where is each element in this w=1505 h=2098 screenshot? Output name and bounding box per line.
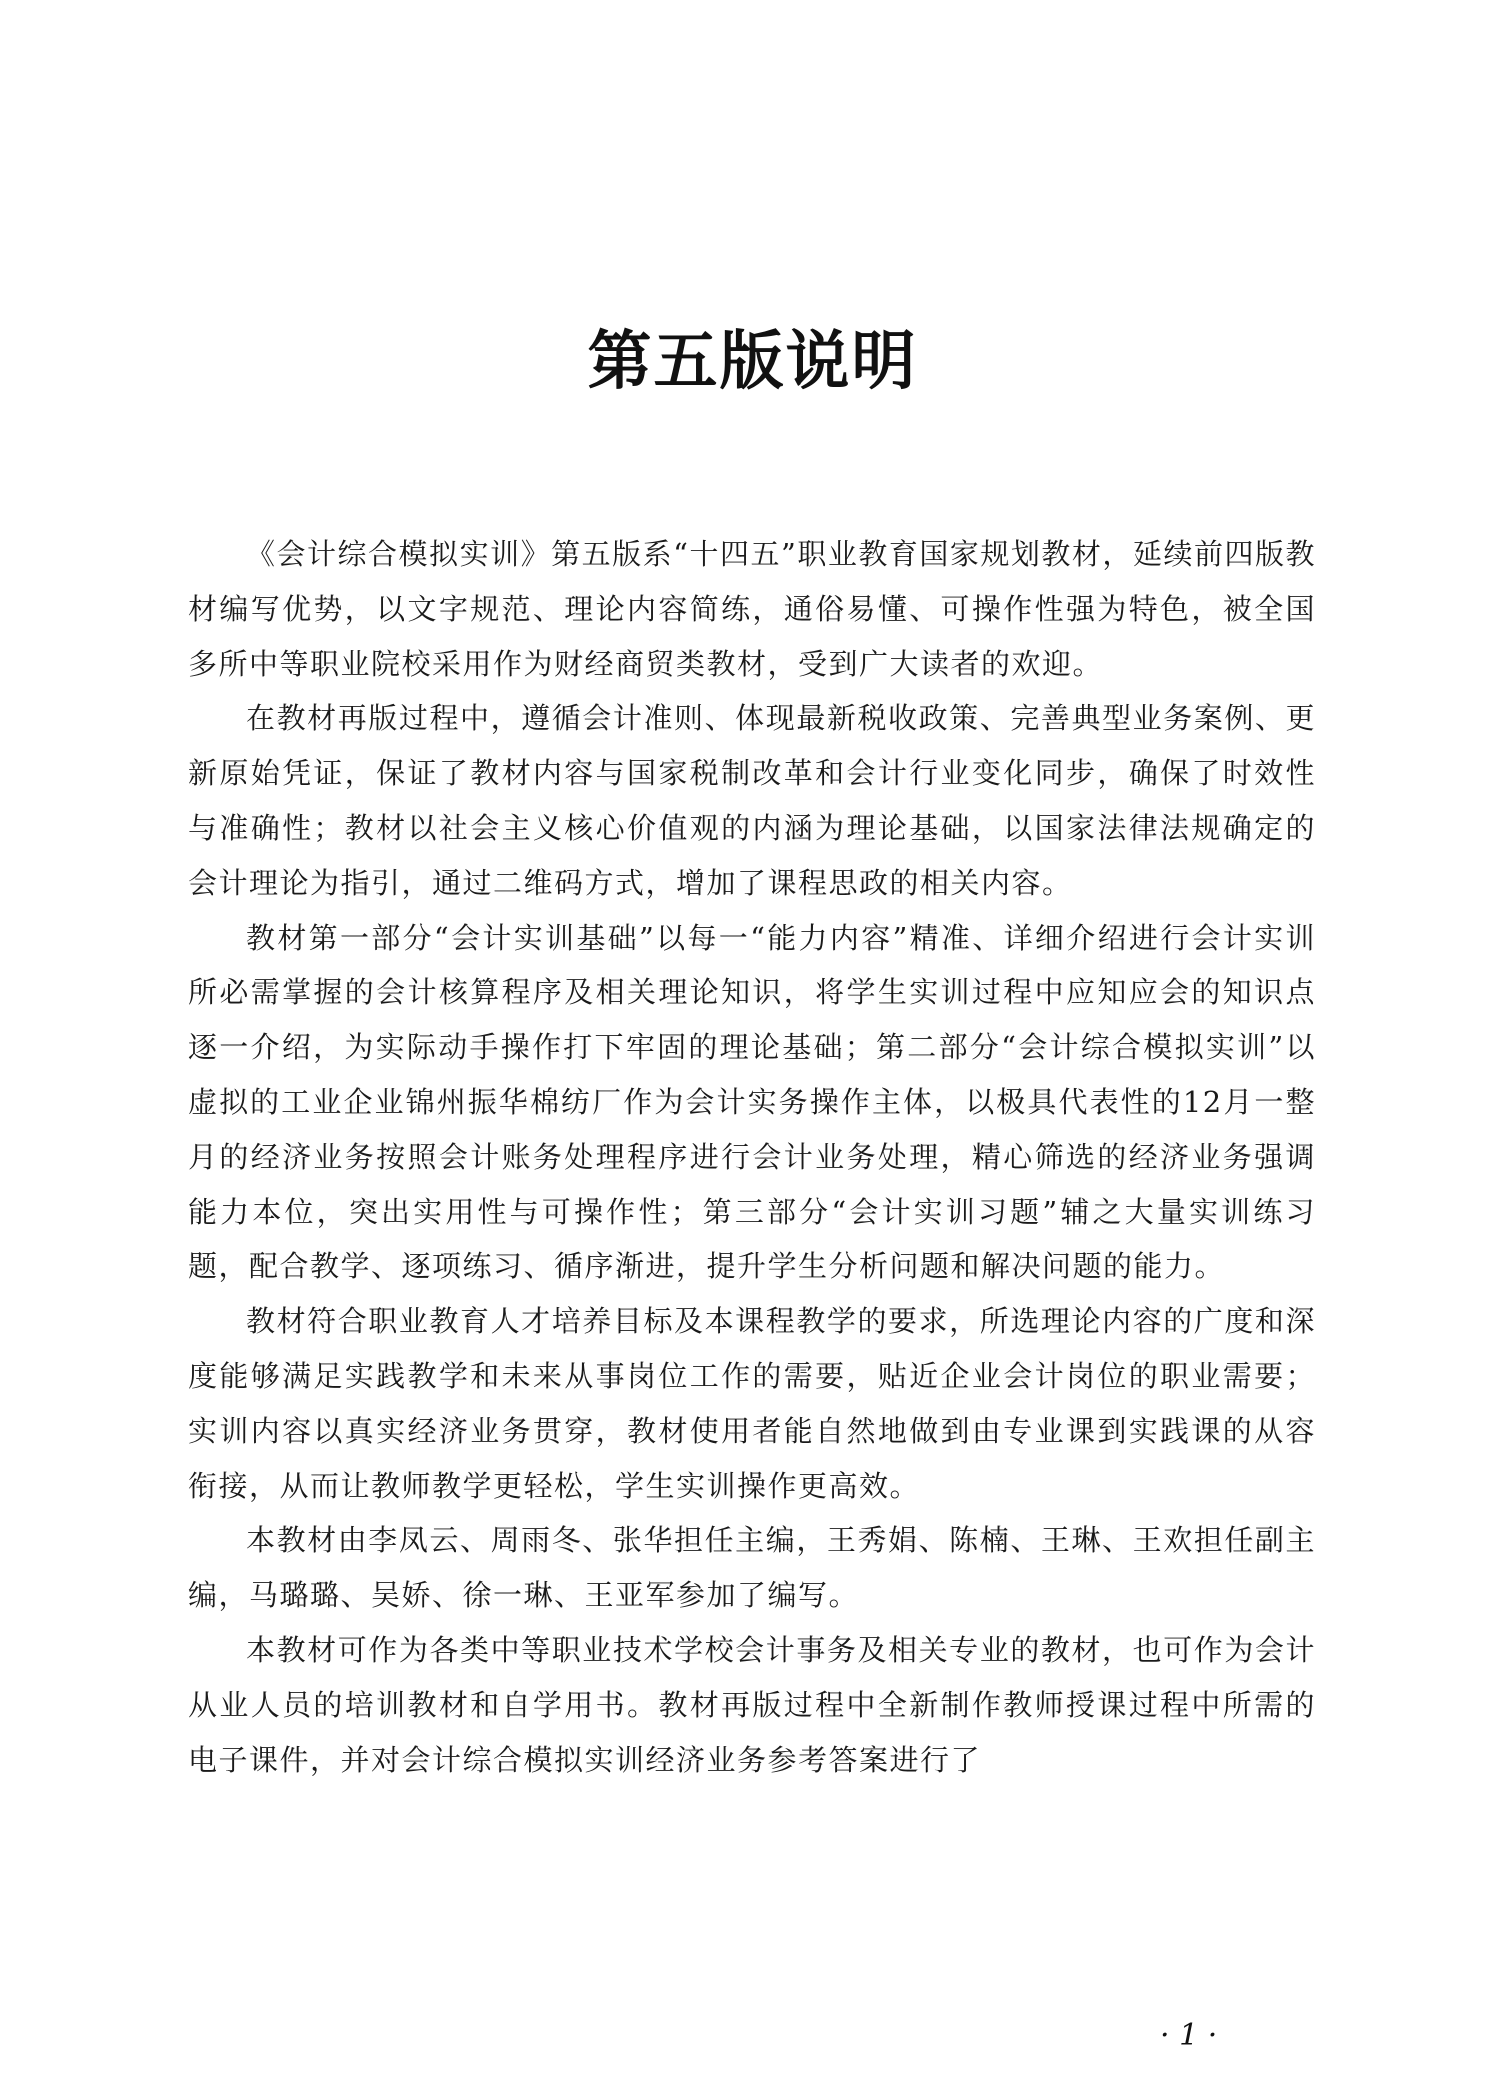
page-number: · 1 · [1160,2018,1218,2053]
paragraph-revision: 在教材再版过程中，遵循会计准则、体现最新税收政策、完善典型业务案例、更新原始凭证，保证了教材内容与国家税制改革和会计行业变化同步，确保了时效性与准确性；教材以社会主义核心价值观的内涵为理论基础，以国家法律法规确定的会计理论为指引，通过二维码方式，增加了课程思政的相关内容。 [188,701,1316,900]
paragraph-usage: 本教材可作为各类中等职业技术学校会计事务及相关专业的教材，也可作为会计从业人员的培训教材和自学用书。教材再版过程中全新制作教师授课过程中所需的电子课件，并对会计综合模拟实训经济业务参考答案进行了 [188,1632,1316,1777]
document-body [188,527,1316,1787]
paragraph-objectives: 教材符合职业教育人才培养目标及本课程教学的要求，所选理论内容的广度和深度能够满足实践教学和未来从事岗位工作的需要，贴近企业会计岗位的职业需要；实训内容以真实经济业务贯穿，教材使用者能自然地做到由专业课到实践课的从容衔接，从而让教师教学更轻松，学生实训操作更高效。 [188,1304,1316,1503]
paragraph-authors: 本教材由李凤云、周雨冬、张华担任主编，王秀娟、陈楠、王琳、王欢担任副主编，马璐璐、吴娇、徐一琳、王亚军参加了编写。 [188,1523,1316,1613]
paragraph-structure: 教材第一部分“会计实训基础”以每一“能力内容”精准、详细介绍进行会计实训所必需掌握的会计核算程序及相关理论知识，将学生实训过程中应知应会的知识点逐一介绍，为实际动手操作打下牢固的理论基础；第二部分“会计综合模拟实训”以虚拟的工业企业锦州振华棉纺厂作为会计实务操作主体，以极具代表性的12月一整月的经济业务按照会计账务处理程序进行会计业务处理，精心筛选的经济业务强调能力本位，突出实用性与可操作性；第三部分“会计实训习题”辅之大量实训练习题，配合教学、逐项练习、循序渐进，提升学生分析问题和解决问题的能力。 [188,920,1316,1284]
page-title: 第五版说明 [587,325,918,399]
paragraph-intro: 《会计综合模拟实训》第五版系“十四五”职业教育国家规划教材，延续前四版教材编写优势，以文字规范、理论内容简练，通俗易懂、可操作性强为特色，被全国多所中等职业院校采用作为财经商贸类教材，受到广大读者的欢迎。 [188,537,1316,681]
